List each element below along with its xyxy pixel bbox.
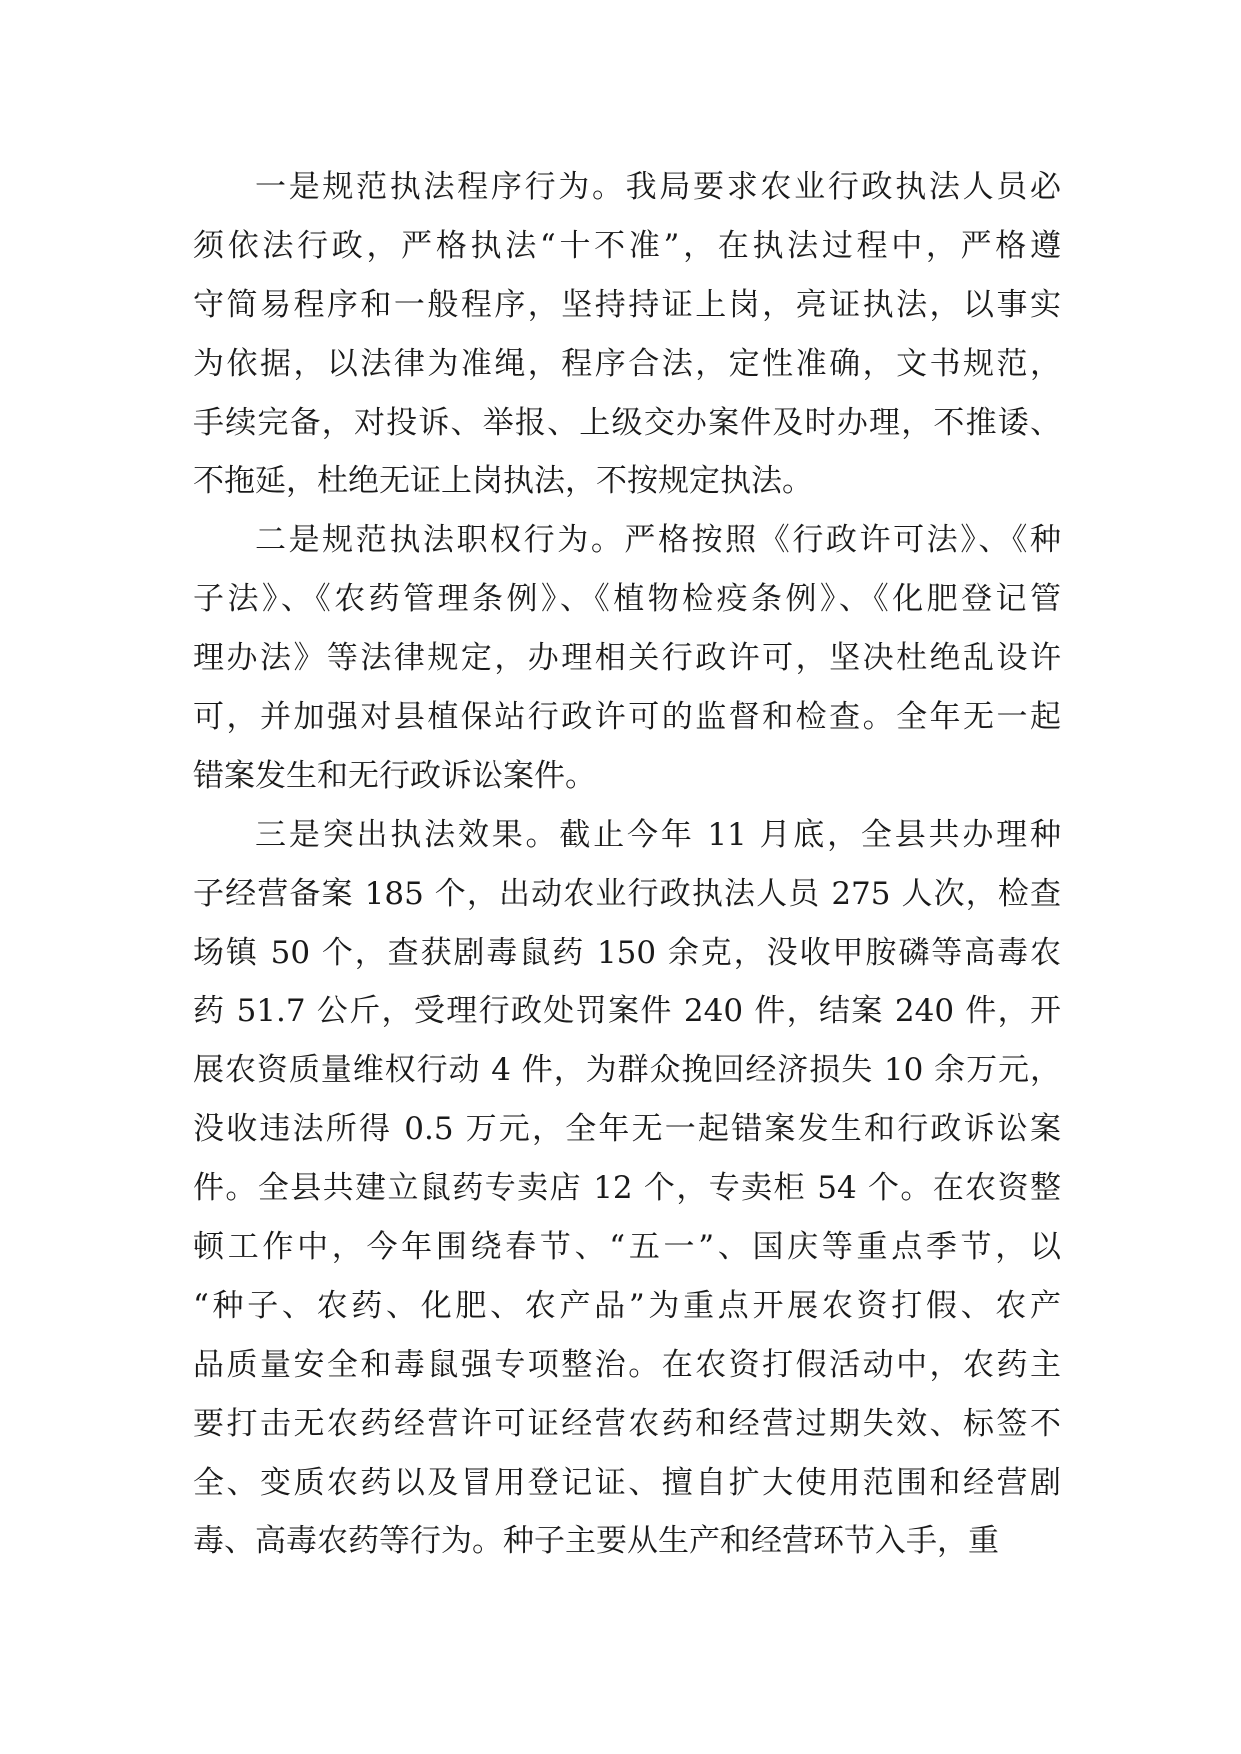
text-line: 毒、高毒农药等行为。种子主要从生产和经营环节入手，重: [193, 1523, 999, 1560]
text-line: 顿工作中，今年围绕春节、“五一”、国庆等重点季节，以: [193, 1229, 1061, 1266]
text-line: 全、变质农药以及冒用登记证、擅自扩大使用范围和经营剧: [193, 1464, 1061, 1501]
text-line: 场镇 50 个，查获剧毒鼠药 150 余克，没收甲胺磷等高毒农: [193, 934, 1061, 971]
text-line: “种子、农药、化肥、农产品”为重点开展农资打假、农产: [193, 1287, 1061, 1324]
text-line: 可，并加强对县植保站行政许可的监督和检查。全年无一起: [193, 699, 1061, 736]
text-line: 一是规范执法程序行为。我局要求农业行政执法人员必: [255, 169, 1061, 205]
text-line: 为依据，以法律为准绳，程序合法，定性准确，文书规范，: [193, 345, 1061, 382]
text-line: 要打击无农药经营许可证经营农药和经营过期失效、标签不: [193, 1405, 1061, 1442]
paragraph-2: [193, 511, 1061, 805]
text-line: 手续完备，对投诉、举报、上级交办案件及时办理，不推诿、: [193, 404, 1061, 441]
document-body: [193, 158, 1061, 1571]
text-line: 品质量安全和毒鼠强专项整治。在农资打假活动中，农药主: [193, 1346, 1061, 1383]
text-line: 不拖延，杜绝无证上岗执法，不按规定执法。: [193, 463, 813, 500]
paragraph-3: [193, 806, 1061, 1572]
text-line: 三是突出执法效果。截止今年 11 月底，全县共办理种: [255, 816, 1061, 853]
text-line: 二是规范执法职权行为。严格按照《行政许可法》、《种: [255, 522, 1061, 559]
text-line: 理办法》等法律规定，办理相关行政许可，坚决杜绝乱设许: [193, 640, 1061, 677]
text-line: 件。全县共建立鼠药专卖店 12 个，专卖柜 54 个。在农资整: [193, 1170, 1061, 1207]
text-line: 展农资质量维权行动 4 件，为群众挽回经济损失 10 余万元，: [193, 1052, 1061, 1089]
text-line: 药 51.7 公斤，受理行政处罚案件 240 件，结案 240 件，开: [193, 993, 1061, 1030]
text-line: 子经营备案 185 个，出动农业行政执法人员 275 人次，检查: [193, 875, 1061, 912]
text-line: 子法》、《农药管理条例》、《植物检疫条例》、《化肥登记管: [193, 581, 1061, 618]
paragraph-1: [193, 158, 1061, 511]
text-line: 没收违法所得 0.5 万元，全年无一起错案发生和行政诉讼案: [193, 1111, 1061, 1148]
text-line: 守简易程序和一般程序，坚持持证上岗，亮证执法，以事实: [193, 286, 1061, 323]
text-line: 错案发生和无行政诉讼案件。: [193, 757, 596, 794]
text-line: 须依法行政，严格执法“十不准”，在执法过程中，严格遵: [193, 227, 1061, 264]
